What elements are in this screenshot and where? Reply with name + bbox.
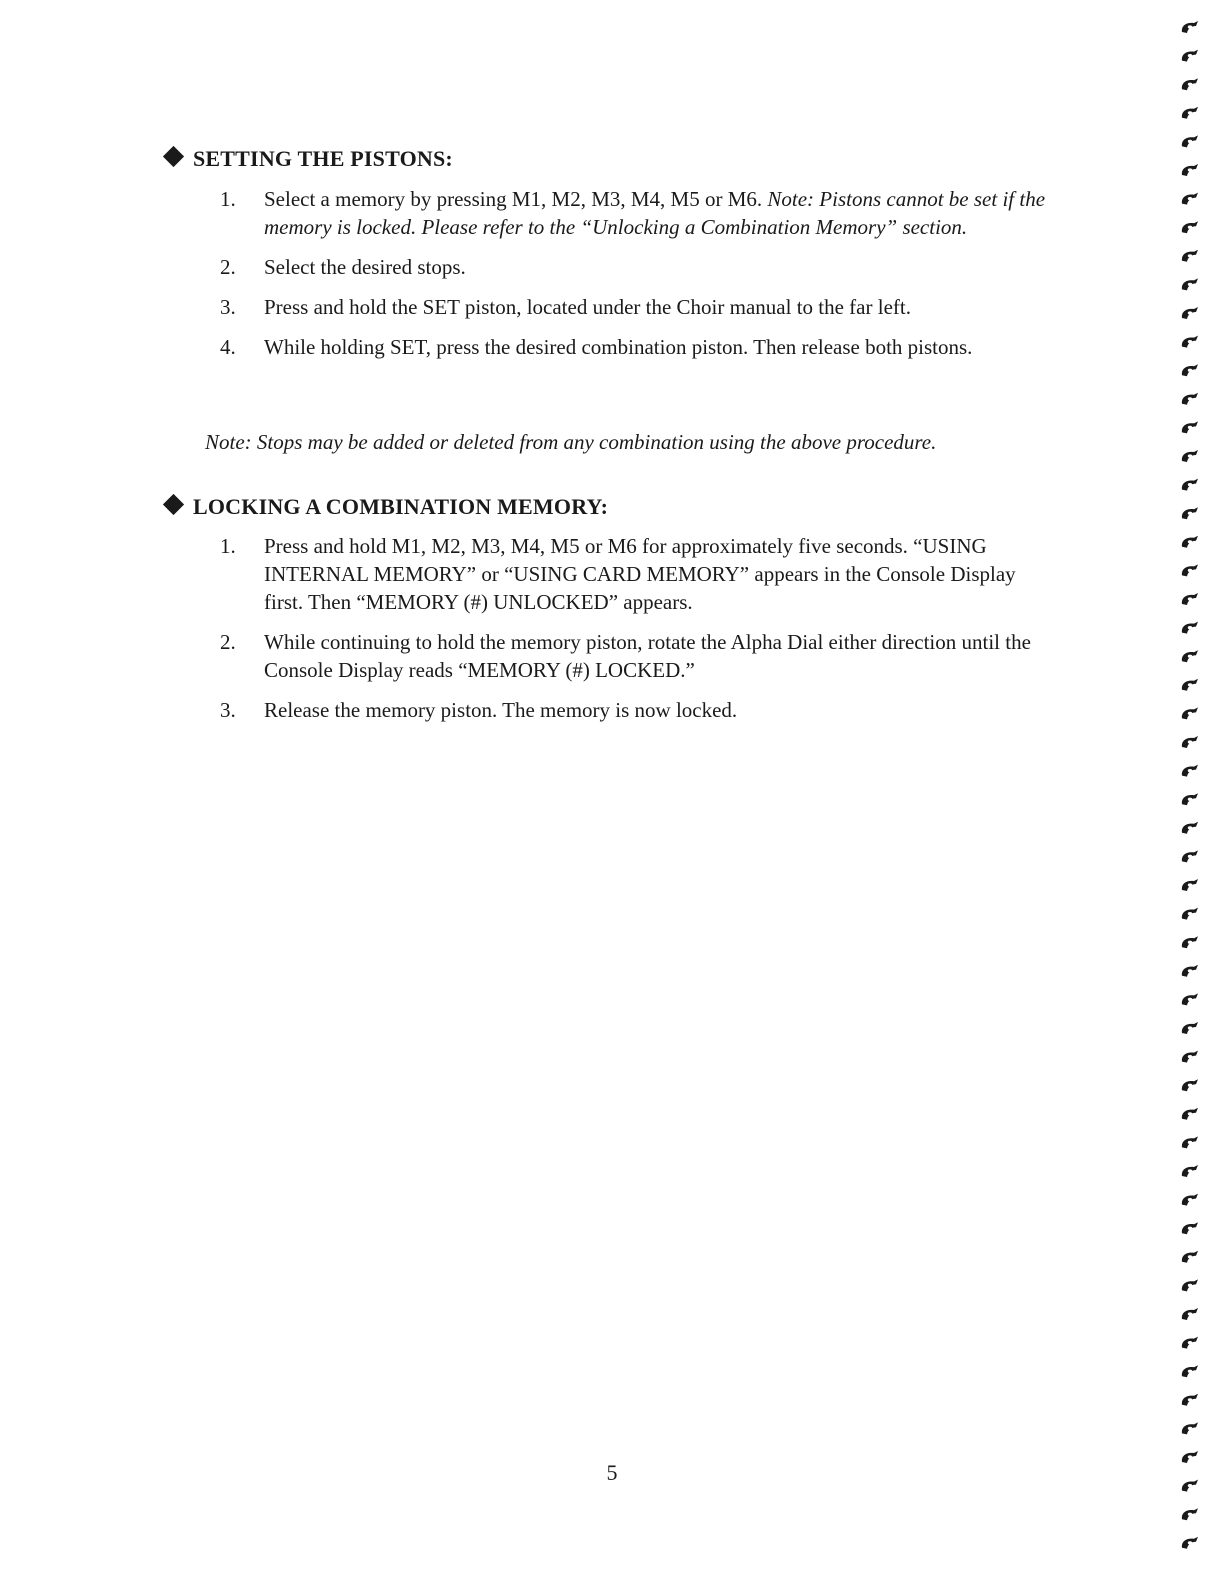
list-item (200, 696, 1050, 724)
binding-ring (1182, 307, 1198, 319)
binding-ring (1182, 965, 1198, 977)
binding-ring (1182, 793, 1198, 805)
binding-ring (1182, 21, 1198, 33)
binding-ring (1182, 507, 1198, 519)
binding-ring (1182, 479, 1198, 491)
binding-ring (1182, 1108, 1198, 1120)
item-number: 1. (220, 187, 236, 211)
binding-ring (1182, 765, 1198, 777)
page-number: 5 (606, 1460, 618, 1485)
list-item (200, 333, 1050, 361)
list-item (200, 628, 1050, 684)
procedure-note: Note: Stops may be added or deleted from any combination using the above procedure. (205, 430, 937, 454)
binding-ring (1182, 993, 1198, 1005)
locking-memory-list (200, 532, 1050, 736)
spiral-binding (1178, 10, 1202, 1570)
item-note: Note: Pistons cannot be set if the memory is locked. Please refer to the “Unlocking a Combination Memory” section. (264, 187, 1046, 239)
binding-ring (1182, 1194, 1198, 1206)
item-number: 3. (220, 295, 236, 319)
setting-pistons-list (200, 185, 1050, 373)
section-heading-setting-pistons (166, 146, 453, 172)
binding-ring (1182, 1365, 1198, 1377)
binding-ring (1182, 822, 1198, 834)
binding-ring (1182, 1337, 1198, 1349)
binding-ring (1182, 1222, 1198, 1234)
binding-ring (1182, 107, 1198, 119)
binding-ring (1182, 707, 1198, 719)
binding-ring (1182, 1508, 1198, 1520)
list-item (200, 293, 1050, 321)
binding-ring (1182, 622, 1198, 634)
section-heading-text: SETTING THE PISTONS: (193, 146, 453, 171)
binding-ring (1182, 336, 1198, 348)
binding-ring (1182, 850, 1198, 862)
binding-ring (1182, 1051, 1198, 1063)
list-item (200, 532, 1050, 616)
binding-ring (1182, 450, 1198, 462)
binding-ring (1182, 1079, 1198, 1091)
diamond-bullet-icon (163, 494, 184, 515)
binding-ring (1182, 593, 1198, 605)
list-item (200, 185, 1050, 241)
binding-ring (1182, 78, 1198, 90)
binding-ring (1182, 421, 1198, 433)
item-text: Press and hold the SET piston, located under the Choir manual to the far left. (264, 295, 911, 319)
binding-ring (1182, 536, 1198, 548)
binding-ring (1182, 221, 1198, 233)
binding-ring (1182, 278, 1198, 290)
binding-ring (1182, 1480, 1198, 1492)
binding-ring (1182, 164, 1198, 176)
binding-ring (1182, 50, 1198, 62)
binding-ring (1182, 879, 1198, 891)
binding-ring (1182, 908, 1198, 920)
binding-ring (1182, 936, 1198, 948)
item-text: Press and hold M1, M2, M3, M4, M5 or M6 for approximately five seconds. “USING INTERNAL MEMORY” or “USING CARD MEMORY” appears in the Console Display first. Then “MEMORY (#) UNLOCKED” appears. (264, 534, 1016, 614)
item-text: While continuing to hold the memory piston, rotate the Alpha Dial either direction until the Console Display reads “MEMORY (#) LOCKED.” (264, 630, 1031, 682)
binding-ring (1182, 1394, 1198, 1406)
binding-ring (1182, 193, 1198, 205)
binding-ring (1182, 1537, 1198, 1549)
item-number: 2. (220, 255, 236, 279)
list-item (200, 253, 1050, 281)
section-heading-text: LOCKING A COMBINATION MEMORY: (193, 494, 609, 519)
binding-ring (1182, 650, 1198, 662)
item-number: 3. (220, 698, 236, 722)
binding-ring (1182, 736, 1198, 748)
item-number: 4. (220, 335, 236, 359)
binding-ring (1182, 393, 1198, 405)
binding-ring (1182, 1451, 1198, 1463)
binding-ring (1182, 1022, 1198, 1034)
item-text: Select the desired stops. (264, 255, 466, 279)
binding-ring (1182, 135, 1198, 147)
binding-ring (1182, 1165, 1198, 1177)
binding-ring (1182, 1308, 1198, 1320)
item-text-main: Select a memory by pressing M1, M2, M3, M4, M5 or M6. (264, 187, 768, 211)
item-text: Release the memory piston. The memory is now locked. (264, 698, 738, 722)
item-number: 1. (220, 534, 236, 558)
binding-ring (1182, 1136, 1198, 1148)
binding-ring (1182, 1251, 1198, 1263)
binding-ring (1182, 250, 1198, 262)
item-number: 2. (220, 630, 236, 654)
section-heading-locking-memory (166, 494, 608, 520)
spiral-binding-icon (1178, 10, 1202, 1570)
binding-ring (1182, 679, 1198, 691)
diamond-bullet-icon (163, 146, 184, 167)
binding-ring (1182, 1279, 1198, 1291)
binding-ring (1182, 364, 1198, 376)
binding-ring (1182, 564, 1198, 576)
item-text: While holding SET, press the desired combination piston. Then release both pistons. (264, 335, 973, 359)
binding-ring (1182, 1422, 1198, 1434)
item-text (264, 185, 1050, 241)
